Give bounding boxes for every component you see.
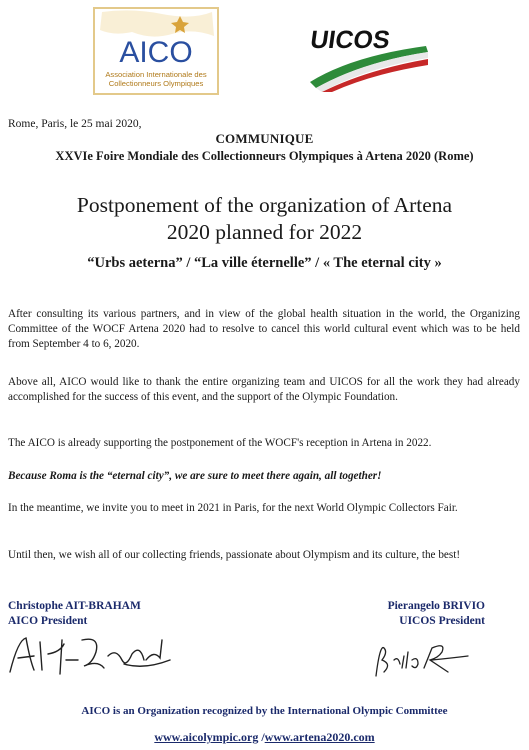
aico-logo — [92, 6, 220, 96]
artena2020-link[interactable]: www.artena2020.com — [264, 730, 375, 744]
main-title-line-1: Postponement of the organization of Artena — [76, 193, 453, 217]
ioc-recognition-note: AICO is an Organization recognized by the International Olympic Committee — [81, 705, 448, 717]
main-title-line-2: 2020 planned for 2022 — [166, 220, 363, 244]
paragraph-6: Until then, we wish all of our collecting friends, passionate about Olympism and its culture, the best! — [8, 549, 461, 561]
aico-logo-subtext-2: Collectionneurs Olympiques — [108, 79, 204, 88]
document-date: Rome, Paris, le 25 mai 2020, — [8, 118, 142, 130]
paragraph-2: Above all, AICO would like to thank the entire organizing team and UICOS for all the work they had already accomplished for the success of this event, and the support of the Olympic Foundation. — [8, 376, 520, 403]
aico-logo-text: AICO — [119, 36, 193, 69]
event-subtitle: XXVIe Foire Mondiale des Collectionneurs Olympiques à Artena 2020 (Rome) — [55, 149, 474, 163]
link-separator: / — [258, 730, 265, 744]
paragraph-3: The AICO is already supporting the postponement of the WOCF's reception in Artena in 2022. — [8, 437, 432, 449]
paragraph-5: In the meantime, we invite you to meet in 2021 in Paris, for the next World Olympic Collectors Fair. — [8, 502, 458, 514]
uicos-logo-text: UICOS — [308, 26, 392, 54]
signatory-right-name: Pierangelo BRIVIO — [387, 600, 485, 612]
footer-links — [0, 730, 529, 745]
uicos-logo — [302, 12, 434, 92]
signatory-left-name: Christophe AIT-BRAHAM — [8, 600, 141, 612]
signature-left — [4, 630, 174, 680]
signatory-left-role: AICO President — [8, 615, 88, 627]
signatory-right-role: UICOS President — [399, 615, 485, 627]
paragraph-1: After consulting its various partners, and in view of the global health situation in the world, the Organizing Committee of the WOCF Artena 2020 had to resolve to cancel this world cultural event which was to be held from September 4 to 6, 2020. — [8, 308, 520, 350]
paragraph-4-emphasis: Because Roma is the “eternal city”, we are sure to meet there again, all together! — [8, 470, 382, 482]
communique-heading: COMMUNIQUE — [215, 131, 314, 146]
signature-right — [372, 638, 472, 680]
aico-logo-subtext-1: Association Internationale des — [105, 70, 207, 79]
motto: “Urbs aeterna” / “La ville éternelle” / « The eternal city » — [87, 255, 442, 271]
aicolympic-link[interactable]: www.aicolympic.org — [154, 730, 259, 744]
main-title — [0, 192, 529, 246]
